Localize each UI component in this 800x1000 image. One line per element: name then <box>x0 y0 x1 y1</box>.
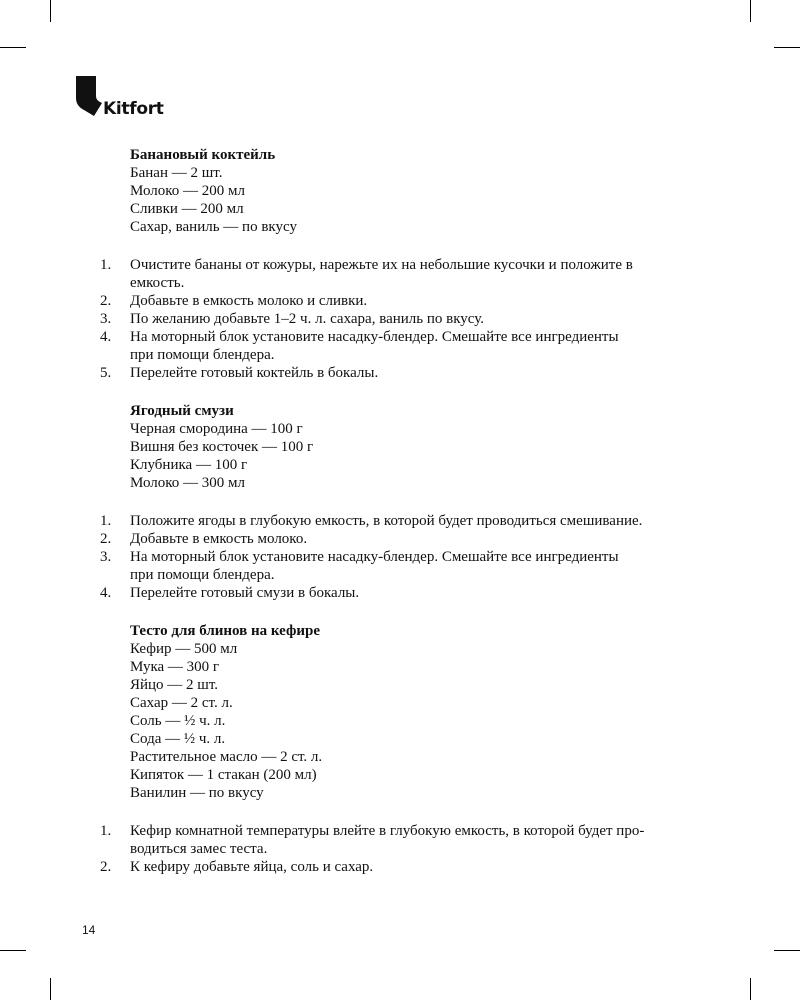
ingredient-item: Банан — 2 шт. <box>130 165 223 181</box>
ingredient-item: Яйцо — 2 шт. <box>130 677 219 693</box>
recipe-title: Банановый коктейль <box>130 147 276 163</box>
kitfort-logo-icon <box>76 76 106 118</box>
ingredient-item: Вишня без косточек — 100 г <box>130 439 314 455</box>
step-number <box>0 584 130 602</box>
ingredient-item: Сода — ½ ч. л. <box>130 731 226 747</box>
step-text <box>130 310 484 328</box>
step-number-text: 1. <box>100 823 112 839</box>
step-number-text: 3. <box>100 311 112 327</box>
step-item <box>0 292 800 310</box>
step-number <box>0 310 130 328</box>
page-number: 14 <box>82 923 96 937</box>
ingredient-item: Сливки — 200 мл <box>130 201 244 217</box>
recipe-section <box>0 146 800 382</box>
crop-mark <box>50 0 51 22</box>
ingredient-item: Кипяток — 1 стакан (200 мл) <box>130 767 317 783</box>
step-line: По желанию добавьте 1–2 ч. л. сахара, ваниль по вкусу. <box>130 311 485 327</box>
ingredient-list <box>0 420 800 492</box>
step-number-text: 5. <box>100 365 112 381</box>
step-number-text: 2. <box>100 293 112 309</box>
step-item <box>0 548 800 584</box>
step-number <box>0 530 130 548</box>
step-number-text: 3. <box>100 549 112 565</box>
step-text <box>130 328 619 364</box>
step-text <box>130 530 307 548</box>
step-line: Перелейте готовый коктейль в бокалы. <box>130 365 379 381</box>
crop-mark <box>774 950 800 951</box>
step-line: К кефиру добавьте яйца, соль и сахар. <box>130 859 374 875</box>
step-line: Добавьте в емкость молоко и сливки. <box>130 293 368 309</box>
step-number <box>0 256 130 292</box>
step-list <box>0 512 800 602</box>
crop-mark <box>50 978 51 1000</box>
step-number <box>0 858 130 876</box>
step-text <box>130 292 367 310</box>
step-line: Кефир комнатной температуры влейте в глубокую емкость, в которой будет про- <box>130 823 645 839</box>
step-item <box>0 530 800 548</box>
step-number-text: 1. <box>100 513 112 529</box>
step-number <box>0 292 130 310</box>
step-item <box>0 584 800 602</box>
crop-mark <box>774 47 800 48</box>
recipe-title: Тесто для блинов на кефире <box>130 623 321 639</box>
recipe-section <box>0 402 800 602</box>
ingredient-item: Молоко — 300 мл <box>130 475 246 491</box>
ingredient-item: Мука — 300 г <box>130 659 220 675</box>
ingredient-item: Клубника — 100 г <box>130 457 248 473</box>
ingredient-item: Кефир — 500 мл <box>130 641 238 657</box>
step-number-text: 4. <box>100 329 112 345</box>
step-line: Перелейте готовый смузи в бокалы. <box>130 585 360 601</box>
step-line: Добавьте в емкость молоко. <box>130 531 308 547</box>
step-line: при помощи блендера. <box>130 567 275 583</box>
ingredient-item: Сахар — 2 ст. л. <box>130 695 233 711</box>
crop-mark <box>750 978 751 1000</box>
step-item <box>0 512 800 530</box>
step-number <box>0 512 130 530</box>
step-text <box>130 256 633 292</box>
step-item <box>0 310 800 328</box>
step-item <box>0 328 800 364</box>
ingredient-item: Растительное масло — 2 ст. л. <box>130 749 323 765</box>
step-list <box>0 256 800 382</box>
recipes-content <box>0 146 800 896</box>
step-item <box>0 364 800 382</box>
step-text <box>130 584 359 602</box>
step-item <box>0 822 800 858</box>
recipe-section <box>0 622 800 876</box>
step-line: при помощи блендера. <box>130 347 275 363</box>
ingredient-item: Ванилин — по вкусу <box>130 785 264 801</box>
recipe-title: Ягодный смузи <box>130 403 234 419</box>
step-number <box>0 328 130 364</box>
step-number-text: 4. <box>100 585 112 601</box>
ingredient-item: Сахар, ваниль — по вкусу <box>130 219 297 235</box>
step-line: На моторный блок установите насадку-блендер. Смешайте все ингредиенты <box>130 329 619 345</box>
ingredient-item: Соль — ½ ч. л. <box>130 713 226 729</box>
step-text <box>130 364 378 382</box>
step-text <box>130 512 642 530</box>
step-number-text: 2. <box>100 531 112 547</box>
step-text <box>130 548 619 584</box>
crop-mark <box>750 0 751 22</box>
brand-logo-text: Kitfort <box>103 99 164 119</box>
ingredient-item: Молоко — 200 мл <box>130 183 246 199</box>
step-number-text: 1. <box>100 257 112 273</box>
step-text <box>130 822 644 858</box>
step-line: На моторный блок установите насадку-блендер. Смешайте все ингредиенты <box>130 549 619 565</box>
step-number-text: 2. <box>100 859 112 875</box>
crop-mark <box>0 950 26 951</box>
ingredient-list <box>0 164 800 236</box>
step-number <box>0 364 130 382</box>
step-list <box>0 822 800 876</box>
step-line: водиться замес теста. <box>130 841 268 857</box>
step-line: Очистите бананы от кожуры, нарежьте их на небольшие кусочки и положите в <box>130 257 633 273</box>
step-line: Положите ягоды в глубокую емкость, в которой будет проводиться смешивание. <box>130 513 643 529</box>
step-line: емкость. <box>130 275 185 291</box>
crop-mark <box>0 47 26 48</box>
step-number <box>0 548 130 584</box>
ingredient-list <box>0 640 800 802</box>
step-item <box>0 256 800 292</box>
step-item <box>0 858 800 876</box>
step-text <box>130 858 373 876</box>
ingredient-item: Черная смородина — 100 г <box>130 421 303 437</box>
step-number <box>0 822 130 858</box>
